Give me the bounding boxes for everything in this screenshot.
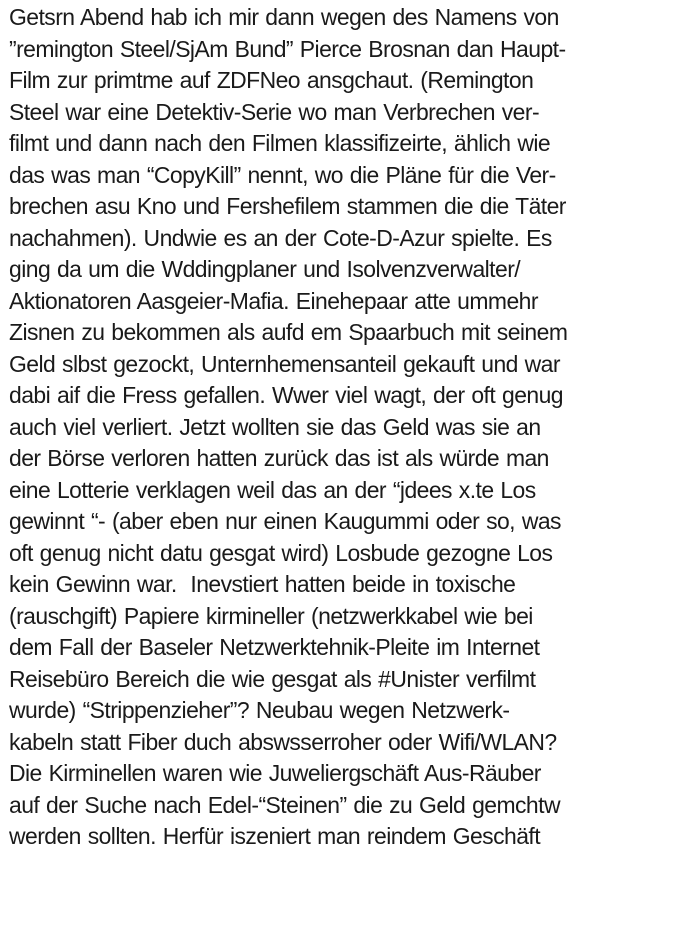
text-line: Aktionatoren Aasgeier-Mafia. Einehepaar atte ummehr <box>9 287 538 314</box>
text-line: Getsrn Abend hab ich mir dann wegen des Namens von <box>9 4 559 30</box>
text-line: dem Fall der Baseler Netzwerktehnik-Pleite im Internet <box>9 634 540 660</box>
text-line: der Börse verloren hatten zurück das ist als würde man <box>9 445 549 471</box>
text-line: das was man “CopyKill” nennt, wo die Pläne für die Ver- <box>9 161 556 188</box>
text-line: Reisebüro Bereich die wie gesgat als #Unister verfilmt <box>9 665 536 692</box>
text-line: wurde) “Strippenzieher”? Neubau wegen Netzwerk- <box>9 697 510 723</box>
text-line: dabi aif die Fress gefallen. Wwer viel wagt, der oft genug <box>9 382 563 408</box>
text-line: kabeln statt Fiber duch abswsserroher oder Wifi/WLAN? <box>9 728 557 755</box>
text-line: oft genug nicht datu gesgat wird) Losbude gezogne Los <box>9 539 553 566</box>
text-line: gewinnt “- (aber eben nur einen Kaugummi oder so, was <box>9 508 561 534</box>
text-line: kein Gewinn war. Inevstiert hatten beide in toxische <box>9 571 516 597</box>
text-line: Steel war eine Detektiv-Serie wo man Verbrechen ver- <box>9 98 540 125</box>
text-line: nachahmen). Undwie es an der Cote-D-Azur spielte. Es <box>9 224 552 251</box>
text-line: auf der Suche nach Edel-“Steinen” die zu Geld gemchtw <box>9 791 560 818</box>
text-line: brechen asu Kno und Fershefilem stammen die die Täter <box>9 193 566 219</box>
text-line: Zisnen zu bekommen als aufd em Spaarbuch mit seinem <box>9 319 568 345</box>
text-line: Geld slbst gezockt, Unternhemensanteil gekauft und war <box>9 350 560 377</box>
text-line: auch viel verliert. Jetzt wollten sie das Geld was sie an <box>9 413 541 440</box>
text-line: ”remington Steel/SjAm Bund” Pierce Brosnan dan Haupt- <box>9 35 566 62</box>
text-line: (rauschgift) Papiere kirmineller (netzwerkkabel wie bei <box>9 602 533 629</box>
body-text <box>9 2 681 853</box>
text-line: eine Lotterie verklagen weil das an der “jdees x.te Los <box>9 476 536 503</box>
text-line: ging da um die Wddingplaner und Isolvenzverwalter/ <box>9 256 521 282</box>
text-line: Film zur primtme auf ZDFNeo ansgchaut. (Remington <box>9 67 534 93</box>
text-line: filmt und dann nach den Filmen klassifizeirte, ählich wie <box>9 130 551 156</box>
text-line: werden sollten. Herfür iszeniert man reindem Geschäft <box>9 823 541 849</box>
text-line: Die Kirminellen waren wie Juweliergschäft Aus-Räuber <box>9 760 541 786</box>
